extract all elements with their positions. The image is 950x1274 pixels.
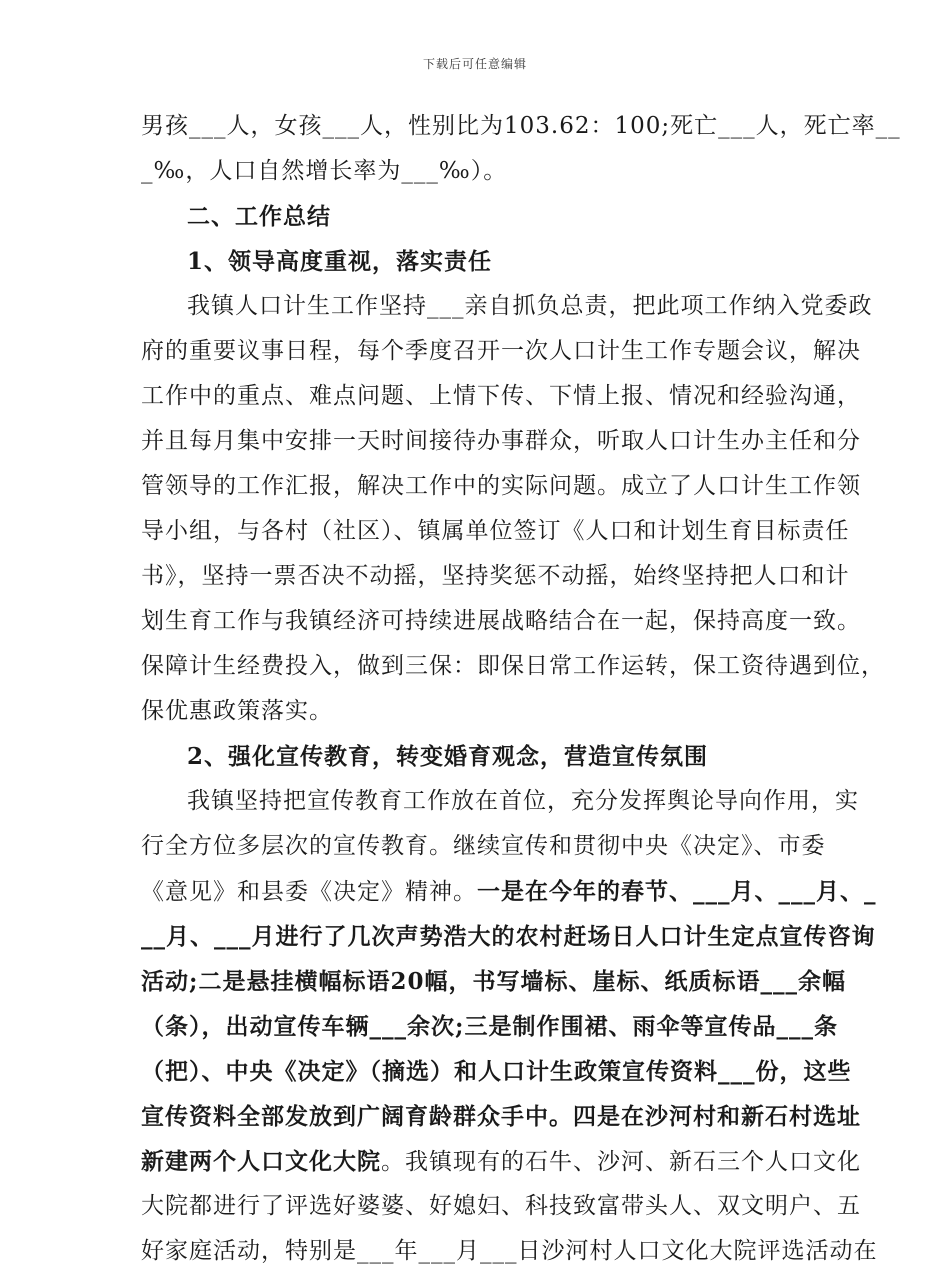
document-body	[141, 104, 901, 1274]
text-line: 我镇人口计生工作坚持___亲自抓负总责，把此项工作纳入党委政	[187, 293, 873, 319]
text-line-bold: 宣传资料全部发放到广阔育龄群众手中。四是在沙河村和新石村选址	[141, 1103, 861, 1130]
text-line: 我镇坚持把宣传教育工作放在首位，充分发挥舆论导向作用，实	[187, 788, 859, 814]
text-line: 保优惠政策落实。	[141, 698, 333, 724]
text-line: 府的重要议事日程，每个季度召开一次人口计生工作专题会议，解决	[141, 338, 861, 364]
text-bold: 一是在今年的春节、___月、___月、_	[477, 878, 877, 905]
text-line: _‰，人口自然增长率为___‰）。	[141, 158, 508, 184]
page-header: 下载后可任意编辑	[422, 57, 527, 71]
text-normal: 。我镇现有的石牛、沙河、新石三个人口文化	[381, 1149, 861, 1175]
text-line: 书》，坚持一票否决不动摇，坚持奖惩不动摇，始终坚持把人口和计	[141, 563, 850, 589]
text-line-bold: 活动;二是悬挂横幅标语20幅，书写墙标、崖标、纸质标语___余幅	[141, 968, 846, 995]
section-heading: 二、工作总结	[187, 203, 331, 230]
text-line: 大院都进行了评选好婆婆、好媳妇、科技致富带头人、双文明户、五	[141, 1193, 861, 1219]
text-line-bold: （把）、中央《决定》（摘选）和人口计生政策宣传资料___份，这些	[141, 1058, 852, 1085]
text-line-bold: （条），出动宣传车辆___余次;三是制作围裙、雨伞等宣传品___条	[141, 1013, 838, 1040]
text-line: 管领导的工作汇报，解决工作中的实际问题。成立了人口计生工作领	[141, 473, 861, 499]
text-line: 保障计生经费投入，做到三保：即保日常工作运转，保工资待遇到位，	[141, 653, 885, 679]
text-normal: 《意见》和县委《决定》精神。	[141, 879, 477, 905]
text-line: 划生育工作与我镇经济可持续进展战略结合在一起，保持高度一致。	[141, 608, 861, 634]
subsection-heading: 2、强化宣传教育，转变婚育观念，营造宣传氛围	[187, 743, 709, 770]
text-bold: 新建两个人口文化大院	[141, 1148, 381, 1175]
text-line: 男孩___人，女孩___人，性别比为103.62：100;死亡___人，死亡率__	[141, 113, 901, 139]
text-line: 并且每月集中安排一天时间接待办事群众，听取人口计生办主任和分	[141, 428, 861, 454]
text-line: 好家庭活动，特别是___年___月___日沙河村人口文化大院评选活动在	[141, 1238, 878, 1264]
text-line: 行全方位多层次的宣传教育。继续宣传和贯彻中央《决定》、市委	[141, 833, 826, 859]
text-line-mixed	[141, 1139, 861, 1184]
text-line: 导小组，与各村（社区）、镇属单位签订《人口和计划生育目标责任	[141, 518, 850, 544]
text-line-bold: __月、___月进行了几次声势浩大的农村赶场日人口计生定点宣传咨询	[141, 923, 876, 950]
text-line: 工作中的重点、难点问题、上情下传、下情上报、情况和经验沟通，	[141, 383, 861, 409]
text-line-mixed	[141, 869, 877, 914]
subsection-heading: 1、领导高度重视，落实责任	[187, 248, 493, 275]
